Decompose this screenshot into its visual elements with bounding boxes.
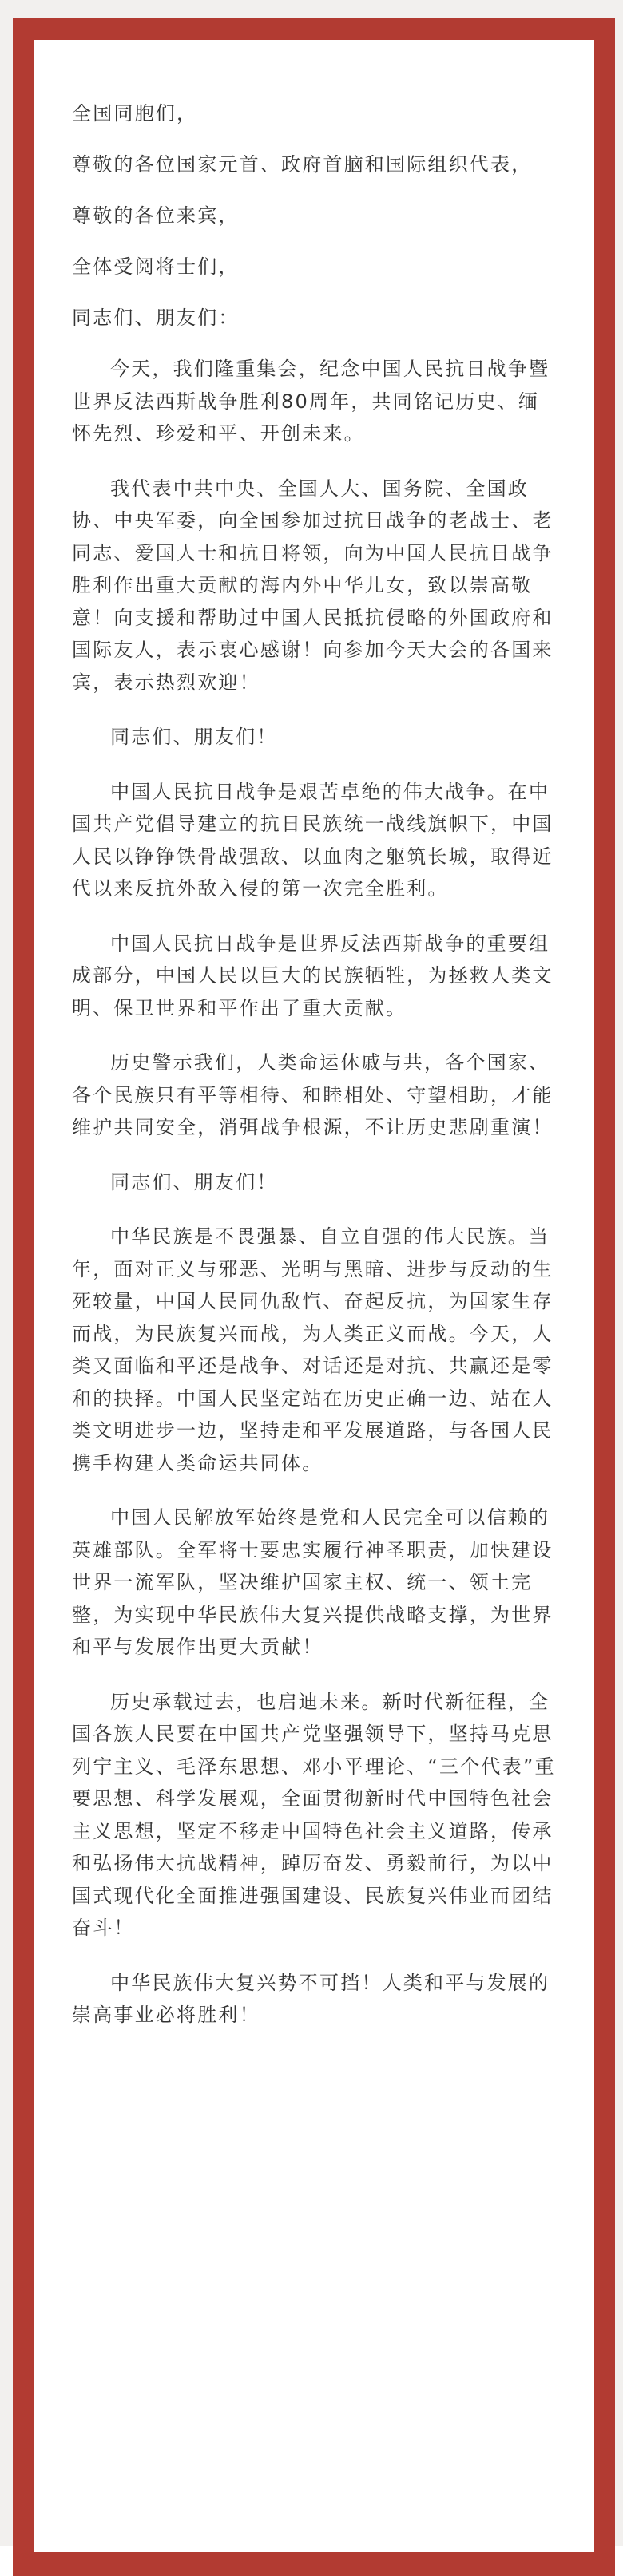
salutation-list	[72, 97, 556, 334]
paragraph-closing: 中华民族伟大复兴势不可挡！人类和平与发展的崇高事业必将胜利！	[72, 1971, 550, 2026]
paragraph-address-comrades-2: 同志们、朋友们！	[110, 1170, 278, 1193]
paragraph-new-era: 历史承载过去，也启迪未来。新时代新征程，全国各族人民要在中国共产党坚强领导下，坚持马克思列宁主义、毛泽东思想、邓小平理论、“三个代表”重要思想、科学发展观，全面贯彻新时代中国特色社会主义思想，坚定不移走中国特色社会主义道路，传承和弘扬伟大抗战精神，踔厉奋发、勇毅前行，为以中国式现代化全面推进强国建设、民族复兴伟业而团结奋斗！	[72, 1690, 556, 1939]
speech-content	[72, 97, 556, 2032]
salutation-dignitaries: 尊敬的各位国家元首、政府首脑和国际组织代表，	[72, 153, 533, 176]
paragraph-gratitude: 我代表中共中央、全国人大、国务院、全国政协、中央军委，向全国参加过抗日战争的老战士、老同志、爱国人士和抗日将领，向为中国人民抗日战争胜利作出重大贡献的海内外中华儿女，致以崇高敬意！向支援和帮助过中国人民抵抗侵略的外国政府和国际友人，表示衷心感谢！向参加今天大会的各国来宾，表示热烈欢迎！	[72, 477, 554, 694]
red-border-frame	[13, 18, 615, 2576]
paragraph-pla: 中国人民解放军始终是党和人民完全可以信赖的英雄部队。全军将士要忠实履行神圣职责，加快建设世界一流军队，坚决维护国家主权、统一、领土完整，为实现中华民族伟大复兴提供战略支撑，为世界和平与发展作出更大贡献！	[72, 1506, 554, 1658]
speech-body	[72, 353, 556, 2032]
paragraph-opening: 今天，我们隆重集会，纪念中国人民抗日战争暨世界反法西斯战争胜利80周年，共同铭记历史、缅怀先烈、珍爱和平、开创未来。	[72, 358, 550, 445]
salutation-comrades: 同志们、朋友们：	[72, 307, 240, 329]
paragraph-arduous-war: 中国人民抗日战争是艰苦卓绝的伟大战争。在中国共产党倡导建立的抗日民族统一战线旗帜下，中国人民以铮铮铁骨战强敌、以血肉之躯筑长城，取得近代以来反抗外敌入侵的第一次完全胜利。	[72, 780, 554, 900]
salutation-troops: 全体受阅将士们，	[72, 255, 240, 278]
paragraph-address-comrades-1: 同志们、朋友们！	[110, 726, 278, 748]
salutation-compatriots: 全国同胞们，	[72, 102, 198, 125]
paragraph-history-warning: 历史警示我们，人类命运休戚与共，各个国家、各个民族只有平等相待、和睦相处、守望相助，才能维护共同安全，消弭战争根源，不让历史悲剧重演！	[72, 1051, 554, 1138]
paragraph-world-antifascist: 中国人民抗日战争是世界反法西斯战争的重要组成部分，中国人民以巨大的民族牺牲，为拯救人类文明、保卫世界和平作出了重大贡献。	[72, 932, 554, 1019]
salutation-guests: 尊敬的各位来宾，	[72, 204, 240, 227]
paragraph-chinese-nation: 中华民族是不畏强暴、自立自强的伟大民族。当年，面对正义与邪恶、光明与黑暗、进步与反动的生死较量，中国人民同仇敌忾、奋起反抗，为国家生存而战，为民族复兴而战，为人类正义而战。今天，人类又面临和平还是战争、对话还是对抗、共赢还是零和的抉择。中国人民坚定站在历史正确一边、站在人类文明进步一边，坚持走和平发展道路，与各国人民携手构建人类命运共同体。	[72, 1225, 554, 1474]
